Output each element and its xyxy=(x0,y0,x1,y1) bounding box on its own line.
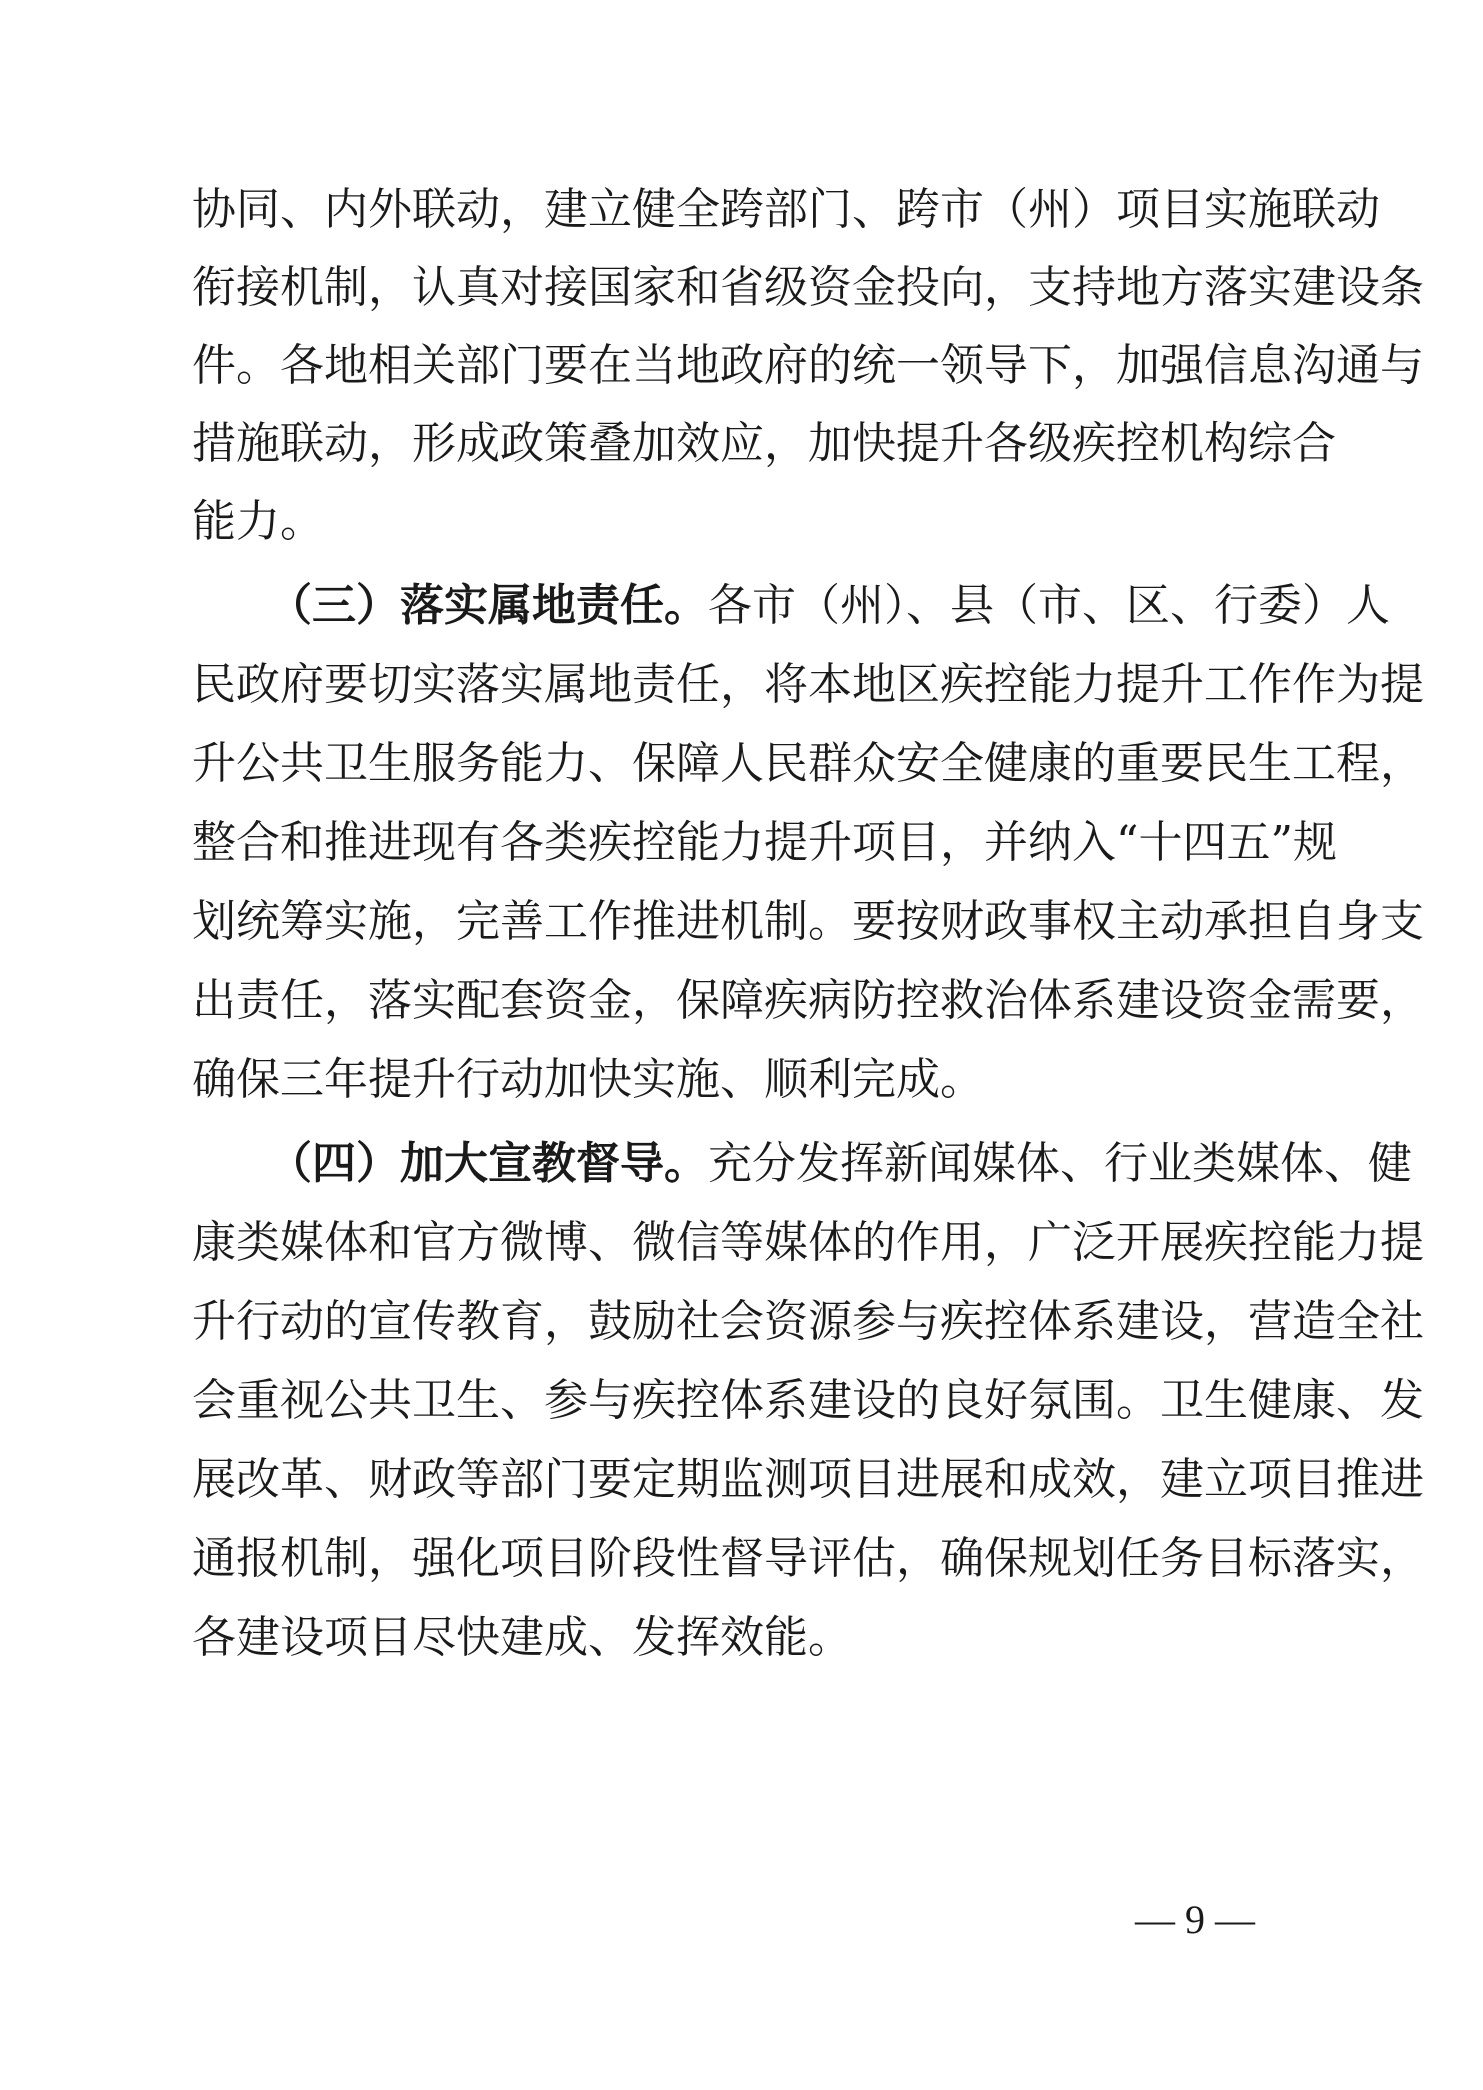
paragraph-1-line-1: 协同、内外联动，建立健全跨部门、跨市（州）项目实施联动 xyxy=(192,184,1380,235)
paragraph-2-line-4: 整合和推进现有各类疾控能力提升项目，并纳入“十四五”规 xyxy=(192,817,1337,868)
paragraph-2-line-5: 划统筹实施，完善工作推进机制。要按财政事权主动承担自身支 xyxy=(192,896,1424,947)
paragraph-2-heading: （三）落实属地责任。 xyxy=(268,580,708,631)
paragraph-1-line-2: 衔接机制，认真对接国家和省级资金投向，支持地方落实建设条 xyxy=(192,262,1424,313)
paragraph-3-first-line-text: 充分发挥新闻媒体、行业类媒体、健 xyxy=(708,1138,1412,1189)
paragraph-2-line-6: 出责任，落实配套资金，保障疾病防控救治体系建设资金需要， xyxy=(192,975,1424,1026)
paragraph-3-line-7: 各建设项目尽快建成、发挥效能。 xyxy=(192,1612,852,1663)
paragraph-3-heading: （四）加大宣教督导。 xyxy=(268,1138,708,1189)
paragraph-2-line-1 xyxy=(268,566,1390,646)
paragraph-3-line-2: 康类媒体和官方微博、微信等媒体的作用，广泛开展疾控能力提 xyxy=(192,1217,1424,1268)
paragraph-2-first-line-text: 各市（州）、县（市、区、行委）人 xyxy=(708,580,1390,631)
paragraph-1-line-5: 能力。 xyxy=(192,496,324,547)
paragraph-1-line-3: 件。各地相关部门要在当地政府的统一领导下，加强信息沟通与 xyxy=(192,340,1424,391)
paragraph-2-line-3: 升公共卫生服务能力、保障人民群众安全健康的重要民生工程， xyxy=(192,738,1424,789)
paragraph-1-line-4: 措施联动，形成政策叠加效应，加快提升各级疾控机构综合 xyxy=(192,418,1336,469)
paragraph-2-line-2: 民政府要切实落实属地责任，将本地区疾控能力提升工作作为提 xyxy=(192,659,1424,710)
paragraph-2-line-7: 确保三年提升行动加快实施、顺利完成。 xyxy=(192,1054,984,1105)
paragraph-3-line-3: 升行动的宣传教育，鼓励社会资源参与疾控体系建设，营造全社 xyxy=(192,1296,1424,1347)
paragraph-3-line-1 xyxy=(268,1124,1412,1204)
paragraph-3-line-6: 通报机制，强化项目阶段性督导评估，确保规划任务目标落实， xyxy=(192,1533,1424,1584)
paragraph-3-line-4: 会重视公共卫生、参与疾控体系建设的良好氛围。卫生健康、发 xyxy=(192,1375,1424,1426)
page-number: — 9 — xyxy=(1135,1897,1255,1942)
paragraph-3-line-5: 展改革、财政等部门要定期监测项目进展和成效，建立项目推进 xyxy=(192,1454,1424,1505)
